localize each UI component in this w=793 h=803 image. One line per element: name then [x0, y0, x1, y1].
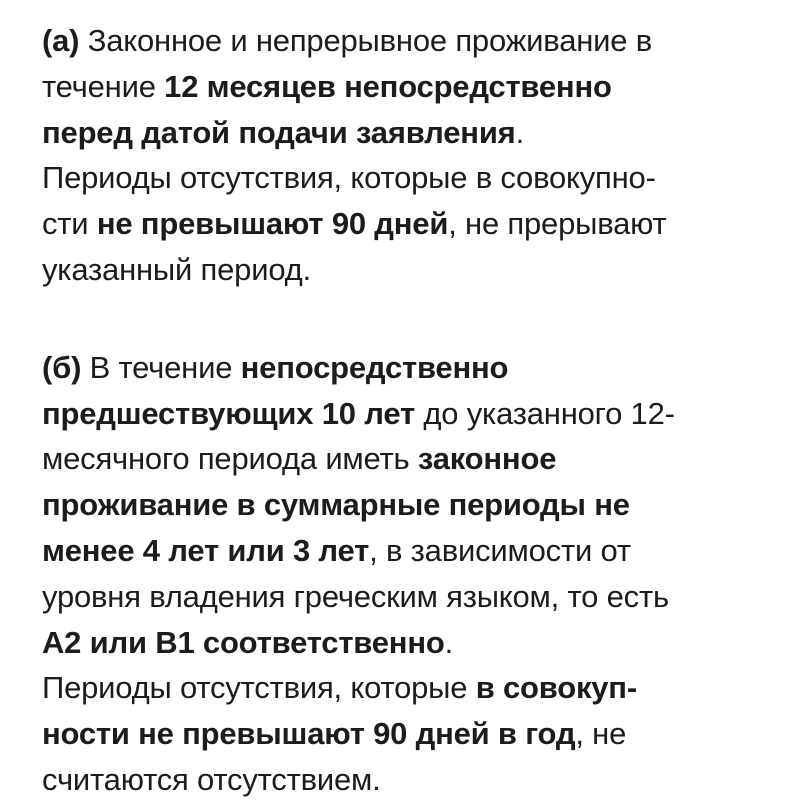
text-run: сти [42, 206, 97, 242]
text-run: , не прерывают [448, 206, 667, 242]
text-run: , не [575, 716, 627, 752]
bold-text-run: в совокуп- [475, 670, 637, 706]
bold-text-run: 12 месяцев непосредственно [164, 68, 612, 104]
clause-a-paragraph [42, 18, 753, 293]
text-run: течение [42, 68, 165, 104]
text-line [42, 665, 753, 711]
bold-text-run: непосредственно [240, 349, 509, 385]
clause-b-paragraph [42, 345, 753, 803]
bold-text-run: перед датой подачи заявления [42, 114, 516, 150]
bold-text-run: законное [417, 441, 557, 477]
text-line [42, 528, 753, 574]
text-run: Периоды отсутствия, которые [42, 670, 476, 706]
text-run: уровня владения греческим языком, то есть [42, 578, 669, 614]
bold-text-run: предшествующих 10 лет [42, 395, 415, 431]
text-line [42, 201, 753, 247]
text-line [42, 482, 753, 528]
bold-text-run: А2 или В1 соответственно [42, 624, 445, 660]
paragraph-gap [42, 293, 753, 345]
text-line [42, 757, 753, 803]
text-run: Периоды отсутствия, которые в совокупно- [42, 160, 656, 196]
text-run: до указанного 12- [414, 395, 675, 431]
text-line [42, 391, 753, 437]
text-run: . [444, 624, 453, 660]
bold-text-run: не превышают 90 дней [96, 206, 449, 242]
text-run: Законное и непрерывное проживание в [79, 23, 653, 58]
text-line [42, 247, 753, 293]
text-line [42, 110, 753, 156]
bold-text-run: менее 4 лет или 3 лет [42, 532, 370, 568]
text-line [42, 18, 753, 64]
text-line [42, 574, 753, 620]
text-run: считаются отсутствием. [42, 761, 381, 797]
text-line [42, 345, 753, 391]
text-line [42, 620, 753, 666]
text-line [42, 711, 753, 757]
text-run: , в зависимости от [369, 532, 631, 568]
bold-text-run: проживание в суммарные периоды не [42, 487, 630, 523]
bold-text-run: (а) [42, 23, 80, 58]
text-run: месячного периода иметь [42, 441, 418, 477]
text-line [42, 155, 753, 201]
bold-text-run: (б) [42, 349, 82, 385]
text-run: указанный период. [42, 251, 311, 287]
text-run: . [515, 114, 524, 150]
text-line [42, 436, 753, 482]
bold-text-run: ности не превышают 90 дней в год [42, 716, 576, 752]
text-line [42, 64, 753, 110]
text-run: В течение [81, 349, 241, 385]
